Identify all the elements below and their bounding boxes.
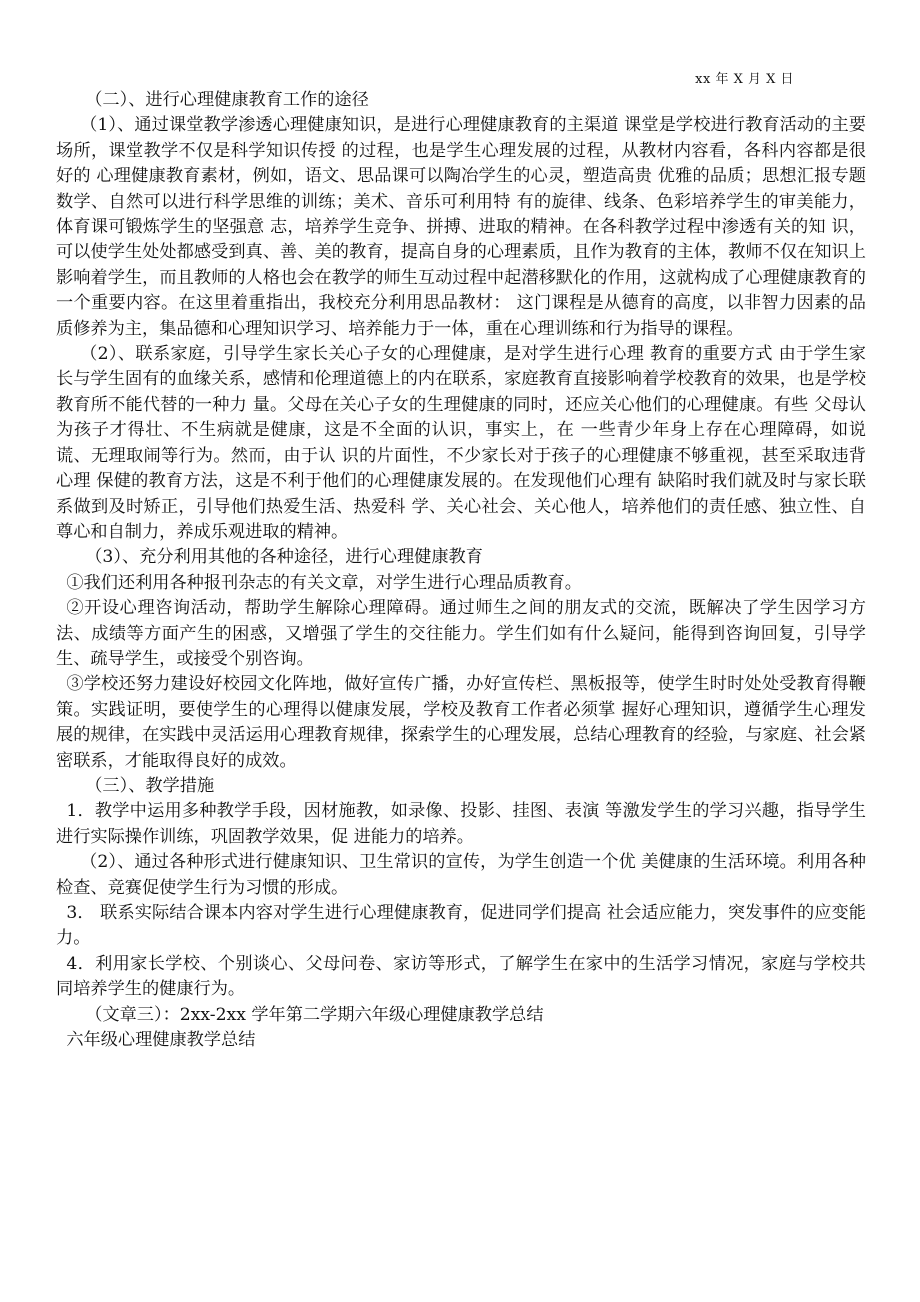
subheading-other-approaches: （3）、充分利用其他的各种途径，进行心理健康教育 [85, 547, 483, 568]
paragraph-item-1: ①我们还利用各种报刊杂志的有关文章，对学生进行心理品质教育。 [66, 572, 582, 593]
paragraph-item-3: ③学校还努力建设好校园文化阵地，做好宣传广播，办好宣传栏、黑板报等，使学生时时处处受教育得鞭策。实践证明，要使学生的心理得以健康发展，学校及教育工作者必须掌 握好心理知识，遵循学生心理发展的规律，在实践中灵活运用心理教育规律，探索学生的心理发展，总结心理教育的经验，与家庭、社会紧密联系，才能取得良好的成效。 [56, 674, 866, 771]
paragraph-measure-2: （2）、通过各种形式进行健康知识、卫生常识的宣传，为学生创造一个优 美健康的生活环境。利用各种检查、竞赛促使学生行为习惯的形成。 [56, 852, 866, 898]
section-heading-approaches: （二）、进行心理健康教育工作的途径 [85, 90, 369, 110]
article-three-title: （文章三）：2xx-2xx 学年第二学期六年级心理健康教学总结 [85, 1004, 544, 1025]
section-heading-measures: （三）、教学措施 [85, 775, 215, 796]
paragraph-measure-4: 4．利用家长学校、个别谈心、父母问卷、家访等形式，了解学生在家中的生活学习情况，家庭与学校共同培养学生的健康行为。 [56, 953, 866, 1000]
paragraph-measure-3: 3． 联系实际结合课本内容对学生进行心理健康教育，促进同学们提高 社会适应能力，突发事件的应变能力。 [56, 903, 866, 949]
document-date: xx 年 X 月 X 日 [695, 72, 794, 87]
paragraph-measure-1: 1．教学中运用多种教学手段，因材施教，如录像、投影、挂图、表演 等激发学生的学习兴趣，指导学生进行实际操作训练，巩固教学效果，促 进能力的培养。 [56, 801, 866, 847]
paragraph-classroom-teaching: （1）、通过课堂教学渗透心理健康知识，是进行心理健康教育的主渠道 课堂是学校进行教育活动的主要场所，课堂教学不仅是科学知识传授 的过程，也是学生心理发展的过程，从教材内容看，各科内容都是很好的 心理健康教育素材，例如，语文、思品课可以陶冶学生的心灵，塑造高贵 优雅的品质；思想汇报专题数学、自然可以进行科学思维的训练；美术、音乐可利用特 有的旋律、线条、色彩培养学生的审美能力，体育课可锻炼学生的坚强意 志，培养学生竞争、拼搏、进取的精神。在各科教学过程中渗透有关的知 识，可以使学生处处都感受到真、善、美的教育，提高自身的心理素质，且作为教育的主体，教师不仅在知识上影响着学生，而且教师的人格也会在教学的师生互动过程中起潜移默化的作用，这就构成了心理健康教育的 一个重要内容。在这里着重指出，我校充分利用思品教材： 这门课程是从德育的高度，以非智力因素的品质修养为主，集品德和心理知识学习、培养能力于一体，重在心理训练和行为指导的课程。 [56, 115, 866, 339]
document-body [56, 88, 866, 1053]
paragraph-family-contact: （2）、联系家庭，引导学生家长关心子女的心理健康，是对学生进行心理 教育的重要方式 由于学生家长与学生固有的血缘关系，感情和伦理道德上的内在联系，家庭教育直接影响着学校教育的效果，也是学校教育所不能代替的一种力 量。父母在关心子女的生理健康的同时，还应关心他们的心理健康。有些 父母认为孩子才得壮、不生病就是健康，这是不全面的认识，事实上，在 一些青少年身上存在心理障碍，如说谎、无理取闹等行为。然而，由于认 识的片面性，不少家长对于孩子的心理健康不够重视，甚至采取违背心理 保健的教育方法，这是不利于他们的心理健康发展的。在发现他们心理有 缺陷时我们就及时与家长联系做到及时矫正，引导他们热爱生活、热爱科 学、关心社会、关心他人，培养他们的责任感、独立性、自尊心和自制力，养成乐观进取的精神。 [56, 344, 866, 542]
paragraph-item-2: ②开设心理咨询活动，帮助学生解除心理障碍。通过师生之间的朋友式的交流，既解决了学生因学习方法、成绩等方面产生的困惑，又增强了学生的交往能力。学生们如有什么疑问，能得到咨询回复，引导学生、疏导学生，或接受个别咨询。 [56, 598, 866, 669]
summary-title: 六年级心理健康教学总结 [66, 1030, 256, 1051]
